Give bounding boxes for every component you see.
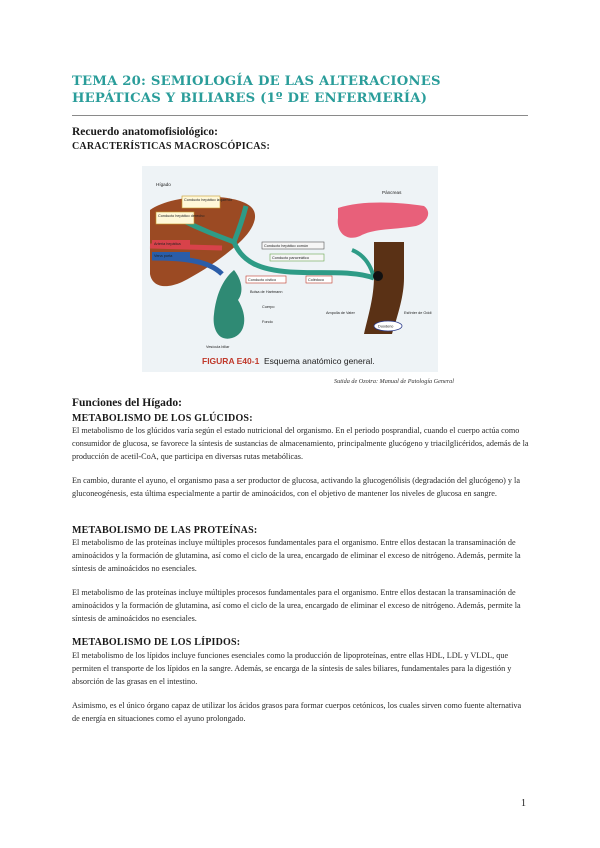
ampulla-label: Ampolla de Vater — [326, 311, 355, 315]
cystic-duct-label: Conducto cístico — [248, 278, 277, 282]
artery-label: Arteria hepática — [154, 242, 181, 246]
recuerdo-heading: Recuerdo anatomofisiológico: — [72, 126, 218, 138]
gallbladder-shape — [214, 270, 245, 339]
section-heading-glucidos: METABOLISMO DE LOS GLÚCIDOS: — [72, 413, 253, 424]
ampulla-marker — [373, 271, 383, 281]
duodenum-shape — [364, 242, 404, 334]
funciones-heading: Funciones del Hígado: — [72, 397, 182, 409]
macroscopicas-heading: CARACTERÍSTICAS MACROSCÓPICAS: — [72, 141, 270, 152]
left-duct-label: Conducto hepático izquierdo — [184, 198, 233, 202]
duodenum-label: Duodeno — [378, 324, 394, 329]
fundus-label: Fondo — [262, 320, 273, 324]
body-label: Cuerpo — [262, 305, 275, 309]
title-divider — [72, 115, 528, 116]
paragraph: El metabolismo de las proteínas incluye múltiples procesos fundamentales para el organismo. Entre ellos destacan la transaminación de aminoácidos y la formación de glutamina, así como el ciclo de la urea, encargado de eliminar el exceso de nitrógeno. Además, permite la síntesis de aminoácidos no esenciales. — [72, 538, 521, 573]
anatomy-diagram — [142, 166, 438, 372]
figure-credit: Sutida de Ozotra: Manual de Patología General — [334, 378, 454, 385]
paragraph: El metabolismo de los lípidos incluye funciones esenciales como la producción de lipoproteínas, entre ellas HDL, LDL y VLDL, que permiten el transporte de los lípidos en la sangre. Además, se encarga de la síntesis de sales biliares, fundamentales para la digestión y absorción de las grasas en el intestino. — [72, 651, 512, 686]
paragraph: El metabolismo de los glúcidos varía según el estado nutricional del organismo. En el periodo posprandial, cuando el cuerpo actúa como consumidor de glucosa, se favorece la síntesis de sustancias de almacenamiento, principalmente glucógeno y triacilglicéridos, además de la producción de acetil-CoA, que participa en diversas rutas metabólicas. — [72, 426, 529, 461]
choledochus-label: Colédoco — [308, 278, 325, 282]
figure-caption-label: FIGURA E40-1 — [202, 356, 260, 366]
right-duct-label: Conducto hepático derecho — [158, 214, 205, 218]
pancreatic-duct-label: Conducto pancreático — [272, 256, 309, 260]
oddi-label: Esfínter de Oddi — [404, 311, 432, 315]
common-duct-label: Conducto hepático común — [264, 244, 309, 248]
document-title: TEMA 20: SEMIOLOGÍA DE LAS ALTERACIONES HEPÁTICAS Y BILIARES (1º DE ENFERMERÍA) — [72, 74, 441, 106]
paragraph: Asimismo, es el único órgano capaz de utilizar los ácidos grasos para formar cuerpos cetónicos, los cuales sirven como fuente alternativa de energía en situaciones como el ayuno prolongado. — [72, 701, 522, 723]
page-number: 1 — [521, 798, 526, 809]
gallbladder-label: Vesícula biliar — [206, 345, 230, 349]
paragraph: En cambio, durante el ayuno, el organismo pasa a ser productor de glucosa, activando la glucogenólisis (degradación del glucógeno) y la gluconeogénesis, esta última especialmente a partir de aminoácidos, con el objetivo de mantener los niveles de glucosa en sangre. — [72, 476, 520, 498]
hartmann-label: Bolsa de Hartmann — [250, 290, 283, 294]
vein-label: Vena porta — [154, 254, 173, 258]
section-heading-proteinas: METABOLISMO DE LAS PROTEÍNAS: — [72, 525, 258, 536]
pancreas-label: Páncreas — [382, 190, 402, 195]
anatomy-figure — [142, 166, 438, 372]
section-heading-lipidos: METABOLISMO DE LOS LÍPIDOS: — [72, 637, 241, 648]
paragraph: El metabolismo de las proteínas incluye múltiples procesos fundamentales para el organismo. Entre ellos destacan la transaminación de aminoácidos y la formación de glutamina, así como el ciclo de la urea, encargado de eliminar el exceso de nitrógeno. Además, permite la síntesis de aminoácidos no esenciales. — [72, 588, 521, 623]
figure-caption-text: Esquema anatómico general. — [264, 356, 375, 366]
liver-label: Hígado — [156, 182, 171, 187]
pancreas-shape — [338, 203, 428, 238]
